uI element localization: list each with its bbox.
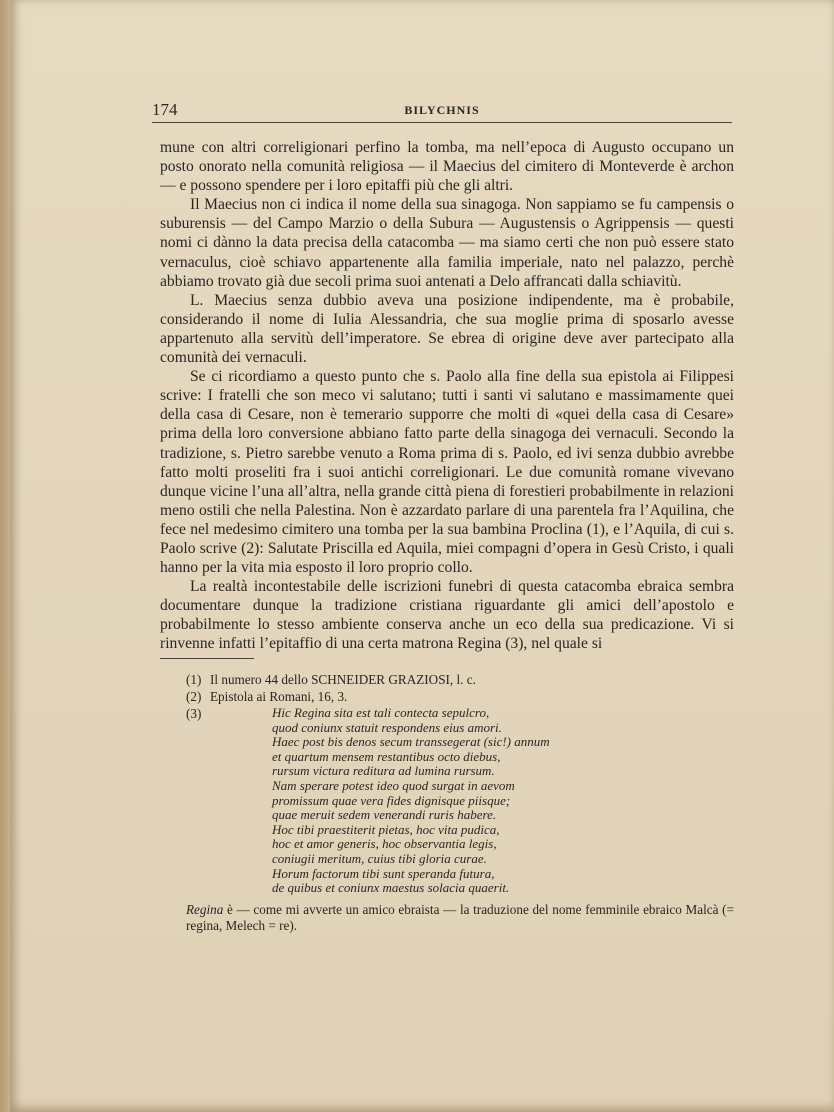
footnotes [186, 672, 734, 935]
poem-line: Hoc tibi praestiterit pietas, hoc vita pudica, [272, 821, 500, 837]
footnote-3 [186, 706, 734, 896]
poem-line: et quartum mensem restantibus octo diebus, [272, 748, 501, 764]
note-term: Regina [186, 901, 224, 917]
running-head: BILYCHNIS [404, 103, 480, 117]
paragraph-1: mune con altri correligionari perfino la tomba, ma nell’epoca di Augusto occupano un posto onorato nella comunità religiosa — il Maecius del cimitero di Monteverde è archon — e possono spendere per i loro epitaffi più che gli altri. [160, 139, 734, 195]
page-header [152, 100, 732, 123]
footnote-1 [186, 672, 734, 689]
poem-line: quae meruit sedem venerandi ruris habere. [272, 807, 497, 823]
poem-line: Haec post bis denos secum transsegerat (sic!) annum [272, 734, 550, 750]
page-number: 174 [152, 100, 178, 119]
footnote-text: Epistola ai Romani, 16, 3. [210, 688, 348, 704]
footnote-number: (1) [186, 672, 202, 687]
poem-line: Nam sperare potest ideo quod surgat in aevom [272, 777, 515, 793]
footnote-number: (2) [186, 688, 202, 704]
poem-line: hoc et amor generis, hoc observantia legis, [272, 836, 497, 852]
footnote-divider [160, 658, 254, 659]
paragraph-5: La realtà incontestabile delle iscrizioni funebri di questa catacomba ebraica sembra documentare dunque la tradizione cristiana riguardante gli amici dell’apostolo e probabilmente lo stesso ambiente conserva anche un eco della sua predicazione. Vi si rinvenne infatti l’epitaffio di una certa matrona Regina (3), nel quale si [160, 578, 734, 653]
poem-line: de quibus et coniunx maestus solacia quaerit. [272, 880, 510, 896]
note-text: è — come mi avverte un amico ebraista — la traduzione del nome femminile ebraico Malcà (= regina, Melech = re). [186, 901, 734, 934]
main-text [160, 138, 734, 654]
footnote-2 [186, 689, 734, 706]
poem-line: Horum factorum tibi sunt speranda futura, [272, 865, 495, 881]
footnote-number: (3) [186, 706, 202, 721]
footnote-note [186, 902, 734, 935]
epitaph-poem [272, 706, 734, 896]
paragraph-2: Il Maecius non ci indica il nome della sua sinagoga. Non sappiamo se fu campensis o suburensis — del Campo Marzio o della Subura — Augustensis o Agrippensis — questi nomi ci dànno la data precisa della catacomba — ma siamo certi che non può essere stato vernaculus, cioè schiavo appartenente alla familia imperiale, nato nel palazzo, perchè abbiamo trovato già due secoli prima suoi antenati a Delo affrancati dalla schiavitù. [160, 196, 734, 290]
poem-line: promissum quae vera fides dignisque piisque; [272, 792, 511, 808]
poem-line: Hic Regina sita est tali contecta sepulcro, [272, 705, 490, 720]
poem-line: rursum victura reditura ad lumina rursum. [272, 763, 495, 779]
paragraph-4: Se ci ricordiamo a questo punto che s. Paolo alla fine della sua epistola ai Filippesi scrive: I fratelli che son meco vi salutano; tutti i santi vi salutano e massimamente quei della casa di Cesare, non è temerario supporre che molti di «quei della casa di Cesare» prima della loro conversione abbiano fatto parte della sinagoga dei vernaculi. Secondo la tradizione, s. Pietro sarebbe venuto a Roma prima di s. Paolo, ed ivi senza dubbio avrebbe fatto molti proseliti fra i suoi antichi correligionari. Le due comunità romane vivevano dunque vicine l’una all’altra, nella grande città piena di forestieri probabilmente in relazioni meno ostili che nella Palestina. Non è azzardato parlare di una parentela fra l’Aquilina, che fece nel medesimo cimitero una tomba per la sua bambina Proclina (1), e l’Aquila, di cui s. Paolo scrive (2): Salutate Priscilla ed Aquila, miei compagni d’opera in Gesù Cristo, i quali hanno per la vita mia esposto il loro proprio collo. [160, 368, 734, 577]
poem-line: quod coniunx statuit respondens eius amori. [272, 719, 502, 735]
poem-line: coniugii meritum, cuius tibi gloria curae. [272, 850, 487, 866]
paragraph-3: L. Maecius senza dubbio aveva una posizione indipendente, ma è probabile, considerando il nome di Iulia Alessandria, che sua moglie prima di sposarlo avesse appartenuto alla servitù dell’imperatore. Se ebrea di origine deve aver partecipato alla comunità dei vernaculi. [160, 291, 734, 367]
footnote-text: Il numero 44 dello SCHNEIDER GRAZIOSI, l. c. [210, 672, 476, 687]
